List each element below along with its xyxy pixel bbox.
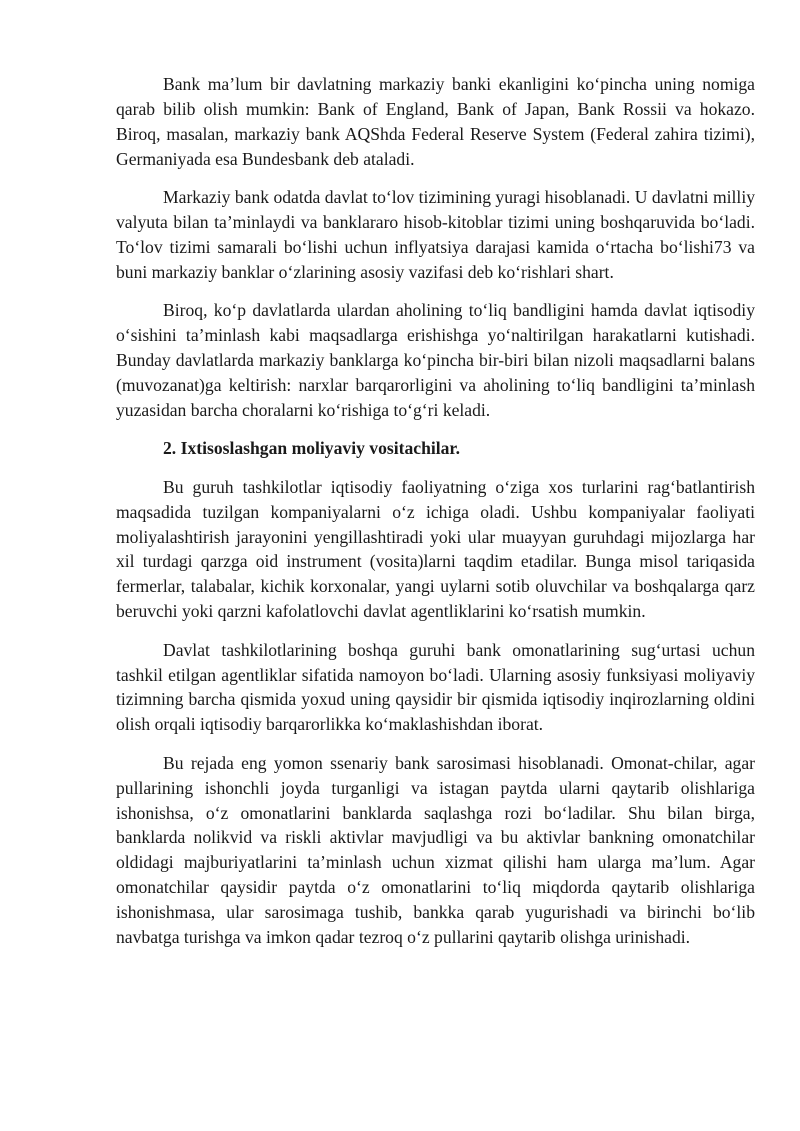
paragraph-payment-system: Markaziy bank odatda davlat toʻlov tizimining yuragi hisoblanadi. U davlatni milliy valyuta bilan taʼminlaydi va banklararo hisob-kitoblar tizimi uning boshqaruvida boʻladi. Toʻlov tizimi samarali boʻlishi uchun inflyatsiya darajasi kamida oʻrtacha boʻlishi73 va buni markaziy banklar oʻzlarining asosiy vazifasi deb koʻrishlari shart. (116, 187, 755, 282)
document-page (116, 72, 755, 964)
paragraph-deposit-insurance: Davlat tashkilotlarining boshqa guruhi bank omonatlarining sugʻurtasi uchun tashkil etilgan agentliklar sifatida namoyon boʻladi. Ularning asosiy funksiyasi moliyaviy tizimning barcha qismida yoxud uning qaysidir bir qismida iqtisodiy inqirozlarning oldini olish orqali iqtisodiy barqarorlikka koʻmaklashishdan iborat. (116, 639, 755, 735)
paragraph-bank-panic: Bu rejada eng yomon ssenariy bank sarosimasi hisoblanadi. Omonat-chilar, agar pullarining ishonchli joyda turganligi va istagan paytda ularni qaytarib olishlariga ishonishsa, oʻz omonatlarini banklarda saqlashga rozi boʻladilar. Shu bilan birga, banklarda nolikvid va riskli aktivlar mavjudligi va bu aktivlar bankning omonatchilar oldidagi majburiyatlarini taʼminlash uchun xizmat qilishi ham ularga maʼlum. Agar omonatchilar qaysidir paytda oʻz omonatlarini toʻliq miqdorda qaytarib olishlariga ishonishmasa, ular sarosimaga tushib, bankka qarab yugurishadi va birinchi boʻlib navbatga turishga va imkon qadar tezroq oʻz pullarini qaytarib olishga urinishadi. (116, 752, 755, 948)
section-heading: 2. Ixtisoslashgan moliyaviy vositachilar. (163, 438, 461, 459)
paragraph-central-bank-names: Bank maʼlum bir davlatning markaziy banki ekanligini koʻpincha uning nomiga qarab bilib olish mumkin: Bank of England, Bank of Japan, Bank Rossii va hokazo. Biroq, masalan, markaziy bank AQShda Federal Reserve System (Federal zahira tizimi), Germaniyada esa Bundesbank deb ataladi. (116, 74, 755, 169)
paragraph-conflicting-goals: Biroq, koʻp davlatlarda ulardan aholining toʻliq bandligini hamda davlat iqtisodiy oʻsishini taʼminlash kabi maqsadlarga erishishga yoʻnaltirilgan harakatlarni kutishadi. Bunday davlatlarda markaziy banklarga koʻpincha bir-biri bilan nizoli maqsadlarni balans (muvozanat)ga keltirish: narxlar barqarorligini va aholining toʻliq bandligini taʼminlash yuzasidan barcha choralarni koʻrishiga toʻgʻri keladi. (116, 300, 755, 420)
paragraph-specialized-intermediaries: Bu guruh tashkilotlar iqtisodiy faoliyatning oʻziga xos turlarini ragʻbatlantirish maqsadida tuzilgan kompaniyalarni oʻz ichiga oladi. Ushbu kompaniyalar faoliyati moliyalashtirish jarayonini yengillashtiradi yoki ular muayyan guruhdagi mijozlarga har xil turdagi qarzga oid instrument (vosita)larni taqdim etadilar. Bunga misol tariqasida fermerlar, talabalar, kichik korxonalar, yangi uylarni sotib oluvchilar va boshqalarga qarz beruvchi yoki qarzni kafolatlovchi davlat agentliklarini koʻrsatish mumkin. (116, 476, 755, 622)
